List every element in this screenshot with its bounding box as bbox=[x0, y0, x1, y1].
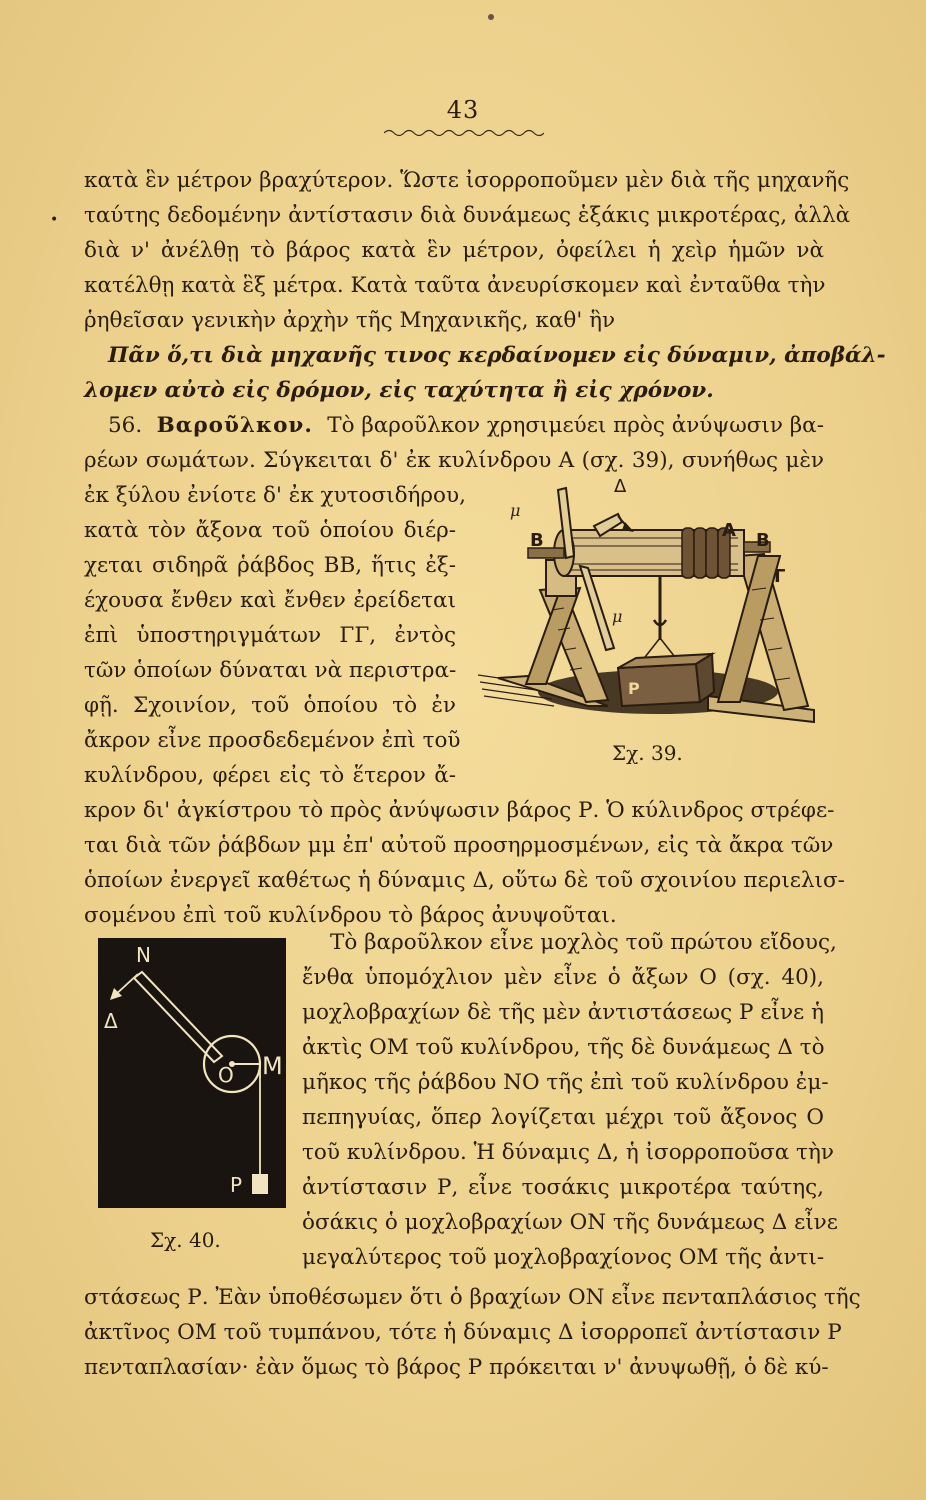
text-line: ὁσάκις ὁ μοχλοβραχίων ΟΝ τῆς δυνάμεως Δ εἶνε bbox=[302, 1210, 838, 1235]
text-line: κρον δι' ἀγκίστρου τὸ πρὸς ἀνύψωσιν βάρος Ρ. Ὁ κύλινδρος στρέφε- bbox=[84, 798, 835, 823]
figure-39-windlass bbox=[468, 470, 830, 730]
fig39-label-delta: Δ bbox=[614, 476, 627, 497]
text-line: ἔνθα ὑπομόχλιον μὲν εἶνε ὁ ἄξων Ο (σχ. 40), bbox=[302, 965, 824, 990]
text-line: ἐπὶ ὑποστηριγμάτων ΓΓ, ἐντὸς bbox=[84, 623, 456, 648]
text-line: κατὰ τὸν ἄξονα τοῦ ὁποίου διέρ- bbox=[84, 518, 456, 543]
fig40-label-delta: Δ bbox=[104, 1009, 118, 1033]
text-line: έχουσα ἔνθεν καὶ ἔνθεν ἐρείδεται bbox=[84, 588, 456, 613]
section-heading-line bbox=[108, 413, 824, 439]
ornament-rule bbox=[384, 128, 544, 138]
text-line: ἐκ ξύλου ἐνίοτε δ' ἐκ χυτοσιδήρου, bbox=[84, 483, 466, 508]
text-line: ἀκτῖνος ΟΜ τοῦ τυμπάνου, τότε ἡ δύναμις Δ ἰσορροπεῖ ἀντίστασιν Ρ bbox=[84, 1320, 842, 1345]
fig40-label-M: Μ bbox=[262, 1052, 283, 1080]
figure-39-caption: Σχ. 39. bbox=[612, 741, 683, 765]
text-line: τῶν ὁποίων δύναται νὰ περιστρα- bbox=[84, 658, 457, 683]
fig40-label-O: Ο bbox=[218, 1063, 234, 1087]
text-line: ἄκρον εἶνε προσδεδεμένον ἐπὶ τοῦ bbox=[84, 728, 461, 753]
fig39-label-mu-top: μ bbox=[510, 501, 521, 520]
fig39-label-beta-left: Β bbox=[530, 530, 544, 551]
text-line: ῥηθεῖσαν γενικὴν ἀρχὴν τῆς Μηχανικῆς, καθ' ἣν bbox=[84, 308, 616, 333]
text-line: ἀντίστασιν Ρ, εἶνε τοσάκις μικροτέρα ταύτης, bbox=[302, 1175, 824, 1200]
ink-spot bbox=[488, 14, 494, 20]
text-line: φῇ. Σχοινίον, τοῦ ὁποίου τὸ ἐν bbox=[84, 693, 456, 718]
text-line: ρέων σωμάτων. Σύγκειται δ' ἐκ κυλίνδρου Α (σχ. 39), συνήθως μὲν bbox=[84, 448, 824, 473]
text-line: κατέλθῃ κατὰ ἓξ μέτρα. Κατὰ ταῦτα ἀνευρίσκομεν καὶ ἐνταῦθα τὴν bbox=[84, 273, 826, 298]
fig39-label-mu-mid: μ bbox=[612, 607, 623, 626]
section-number: 56. bbox=[108, 413, 143, 438]
section-title: Βαροῦλκον. bbox=[156, 413, 313, 438]
section-text: Τὸ βαροῦλκον χρησιμεύει πρὸς ἀνύψωσιν βα- bbox=[327, 413, 824, 438]
text-line: πεπηγυίας, ὅπερ λογίζεται μέχρι τοῦ ἄξονος Ο bbox=[302, 1105, 824, 1130]
text-line: σομένου ἐπὶ τοῦ κυλίνδρου τὸ βάρος ἀνυψοῦται. bbox=[84, 903, 617, 928]
principle-line: λομεν αὐτὸ εἰς δρόμον, εἰς ταχύτητα ἢ εἰς χρόνον. bbox=[84, 378, 714, 403]
text-line: στάσεως Ρ. Ἐὰν ὑποθέσωμεν ὅτι ὁ βραχίων ΟΝ εἶνε πενταπλάσιος τῆς bbox=[84, 1285, 861, 1310]
text-line: ὁποίων ἐνεργεῖ καθέτως ἡ δύναμις Δ, οὕτω δὲ τοῦ σχοινίου περιελισ- bbox=[84, 868, 845, 893]
text-line: μεγαλύτερος τοῦ μοχλοβραχίονος ΟΜ τῆς ἀντι- bbox=[302, 1245, 825, 1270]
fig40-label-P: Ρ bbox=[230, 1173, 243, 1197]
fig39-label-rho: Ρ bbox=[628, 679, 640, 698]
figure-40-lever-diagram bbox=[98, 938, 286, 1208]
text-line: μῆκος τῆς ῥάβδου ΝΟ τῆς ἐπὶ τοῦ κυλίνδρου ἐμ- bbox=[302, 1070, 829, 1095]
text-line: τοῦ κυλίνδρου. Ἡ δύναμις Δ, ἡ ἰσορροποῦσα τὴν bbox=[302, 1140, 834, 1165]
text-line: Τὸ βαροῦλκον εἶνε μοχλὸς τοῦ πρώτου εἴδους, bbox=[330, 930, 837, 955]
text-line: πενταπλασίαν· ἐὰν ὅμως τὸ βάρος Ρ πρόκειται ν' ἀνυψωθῇ, ὁ δὲ κύ- bbox=[84, 1355, 829, 1380]
text-line: διὰ ν' ἀνέλθῃ τὸ βάρος κατὰ ἓν μέτρον, ὀφείλει ἡ χεὶρ ἡμῶν νὰ bbox=[84, 238, 824, 263]
principle-line: Πᾶν ὅ,τι διὰ μηχανῆς τινος κερδαίνομεν εἰς δύναμιν, ἀποβάλ- bbox=[108, 343, 886, 368]
page-number: 43 bbox=[446, 96, 480, 124]
fig39-label-gamma: Γ bbox=[774, 566, 786, 587]
text-line: ἀκτὶς ΟΜ τοῦ κυλίνδρου, τῆς δὲ δυνάμεως Δ τὸ bbox=[302, 1035, 825, 1060]
figure-40-caption: Σχ. 40. bbox=[150, 1228, 221, 1252]
text-line: κυλίνδρου, φέρει εἰς τὸ ἕτερον ἄ- bbox=[84, 763, 456, 788]
text-line: μοχλοβραχίων δὲ τῆς μὲν ἀντιστάσεως Ρ εἶνε ἡ bbox=[302, 1000, 824, 1025]
fig40-label-N: Ν bbox=[136, 943, 151, 967]
text-line: χεται σιδηρᾶ ῥάβδος ΒΒ, ἥτις ἐξ- bbox=[84, 553, 456, 578]
text-line: κατὰ ἓν μέτρον βραχύτερον. Ὥστε ἰσορροποῦμεν μὲν διὰ τῆς μηχανῆς bbox=[84, 168, 850, 193]
fig39-label-beta-right: Β bbox=[756, 530, 770, 551]
text-line: ταύτης δεδομένην ἀντίστασιν διὰ δυνάμεως ἑξάκις μικροτέρας, ἀλλὰ bbox=[84, 203, 851, 228]
fig39-label-alpha: Α bbox=[722, 520, 736, 541]
text-line: ται διὰ τῶν ῥάβδων μμ ἐπ' αὐτοῦ προσηρμοσμένων, εἰς τὰ ἄκρα τῶν bbox=[84, 833, 834, 858]
margin-mark: • bbox=[50, 212, 59, 228]
